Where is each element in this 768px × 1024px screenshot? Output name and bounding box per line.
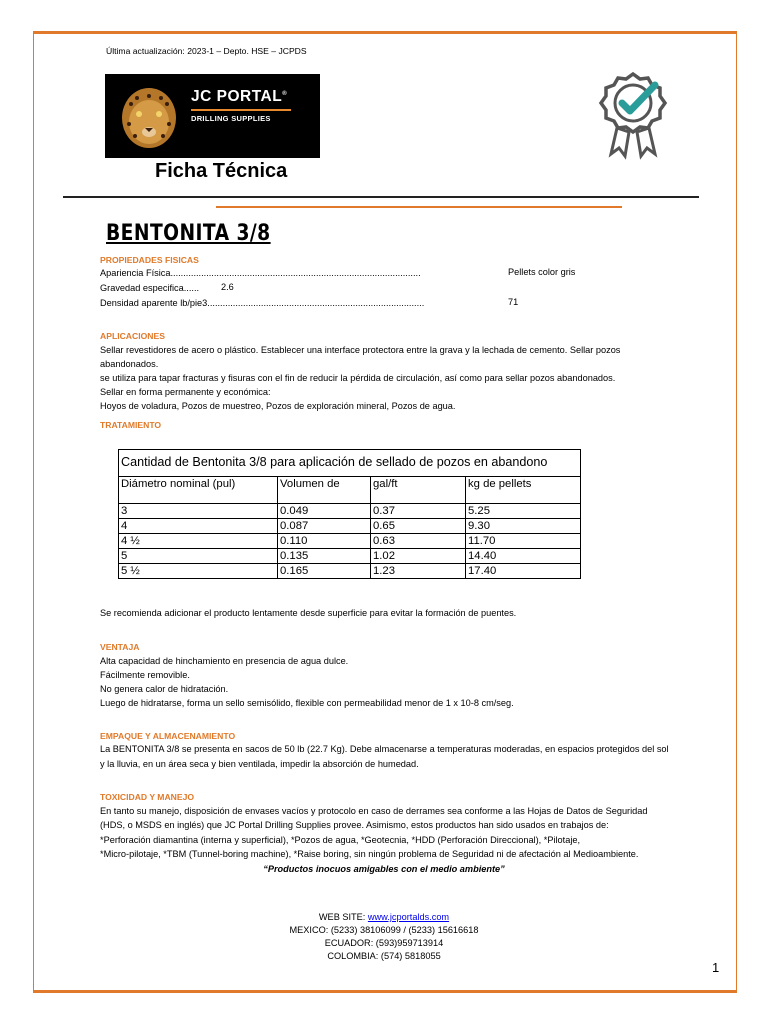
table-cell: 0.110	[278, 534, 371, 549]
logo-underline	[191, 109, 291, 111]
table-cell: 0.049	[278, 504, 371, 519]
table-cell: 4 ½	[119, 534, 278, 549]
paragraph-line: *Micro-pilotaje, *TBM (Tunnel-boring machine), *Raise boring, sin ningún problema de Seguridad ni de afectación al Medioambiente.	[100, 849, 639, 859]
paragraph-line: La BENTONITA 3/8 se presenta en sacos de 50 lb (22.7 Kg). Debe almacenarse a temperaturas moderadas, en espacios protegidos del sol	[100, 744, 669, 754]
logo-brand: JC PORTAL®	[191, 88, 288, 105]
prop-row-label: Densidad aparente lb/pie3.....................................................................................	[100, 298, 425, 308]
table-cell: 0.087	[278, 519, 371, 534]
update-line: Última actualización: 2023-1 – Depto. HSE – JCPDS	[106, 46, 307, 56]
table-cell: 0.135	[278, 549, 371, 564]
prop-row-value: 2.6	[221, 282, 234, 292]
table-header-row	[119, 477, 581, 504]
paragraph-line: No genera calor de hidratación.	[100, 684, 229, 694]
section-heading-empaque: EMPAQUE Y ALMACENAMIENTO	[100, 731, 236, 741]
table-cell: 0.165	[278, 564, 371, 579]
table-cell: 9.30	[466, 519, 581, 534]
table-row	[119, 564, 581, 579]
page-number: 1	[712, 960, 720, 975]
table-cell: 1.02	[371, 549, 466, 564]
table-cell: 4	[119, 519, 278, 534]
table-cell: 0.65	[371, 519, 466, 534]
prop-row-value: 71	[508, 297, 519, 307]
column-header: Volumen de	[278, 477, 371, 504]
paragraph-line: Luego de hidratarse, forma un sello semisólido, flexible con permeabilidad menor de 1 x 10-8 cm/seg.	[100, 698, 514, 708]
column-header: gal/ft	[371, 477, 466, 504]
paragraph-line: Fácilmente removible.	[100, 670, 190, 680]
section-heading-tratamiento: TRATAMIENTO	[100, 420, 162, 430]
logo-subtitle: DRILLING SUPPLIES	[191, 114, 271, 123]
doc-title: Ficha Técnica	[155, 160, 288, 182]
footer-ecuador: ECUADOR: (593)959713914	[324, 938, 444, 948]
column-header: kg de pellets	[466, 477, 581, 504]
table-cell: 1.23	[371, 564, 466, 579]
table-cell: 14.40	[466, 549, 581, 564]
section-heading-ventaja: VENTAJA	[100, 642, 140, 652]
jaguar-icon	[109, 74, 189, 158]
table-cell: 17.40	[466, 564, 581, 579]
paragraph-line: Alta capacidad de hinchamiento en presencia de agua dulce.	[100, 656, 349, 666]
table-row	[119, 519, 581, 534]
paragraph-line: abandonados.	[100, 359, 159, 369]
table-cell: 11.70	[466, 534, 581, 549]
table-cell: 5.25	[466, 504, 581, 519]
website-link[interactable]: www.jcportalds.com	[367, 912, 450, 922]
section-heading-toxicidad: TOXICIDAD Y MANEJO	[100, 792, 195, 802]
header-divider	[63, 196, 699, 198]
paragraph-line: Sellar en forma permanente y económica:	[100, 387, 271, 397]
table-row	[119, 504, 581, 519]
paragraph-line: Sellar revestidores de acero o plástico. Establecer una interface protectora entre la grava y la lechada de cemento. Sellar pozos	[100, 345, 621, 355]
table-row	[119, 534, 581, 549]
treatment-note: Se recomienda adicionar el producto lentamente desde superficie para evitar la formación de puentes.	[100, 608, 517, 618]
footer-mexico: MEXICO: (5233) 38106099 / (5233) 15616618	[289, 925, 479, 935]
paragraph-line: se utiliza para tapar fracturas y fisuras con el fin de reducir la pérdida de circulación, así como para sellar pozos abandonados.	[100, 373, 616, 383]
paragraph-line: y la lluvia, en un área seca y bien ventilada, impedir la absorción de humedad.	[100, 759, 419, 769]
table-cell: 5	[119, 549, 278, 564]
section-heading-propiedades: PROPIEDADES FISICAS	[100, 255, 199, 265]
section-heading-aplicaciones: APLICACIONES	[100, 331, 165, 341]
footer-web: WEB SITE: www.jcportalds.com	[318, 912, 450, 922]
slogan: “Productos inocuos amigables con el medio ambiente”	[263, 864, 505, 874]
page-bottom-border	[33, 990, 737, 993]
footer-colombia: COLOMBIA: (574) 5818055	[327, 951, 441, 961]
award-check-icon	[597, 70, 669, 160]
table-cell: 3	[119, 504, 278, 519]
table-cell: 5 ½	[119, 564, 278, 579]
column-header: Diámetro nominal (pul)	[119, 477, 278, 504]
table-row	[119, 549, 581, 564]
table-title: Cantidad de Bentonita 3/8 para aplicación de sellado de pozos en abandono	[119, 450, 581, 477]
prop-row-label: Apariencia Física..................................................................................................	[100, 268, 421, 278]
product-title: BENTONITA 3/8	[106, 221, 271, 246]
table-cell: 0.37	[371, 504, 466, 519]
prop-row-label: Gravedad especifica......	[100, 283, 200, 293]
header-accent-divider	[216, 206, 622, 208]
prop-row-value: Pellets color gris	[508, 267, 576, 277]
table-cell: 0.63	[371, 534, 466, 549]
dosage-table	[118, 449, 581, 579]
paragraph-line: En tanto su manejo, disposición de envases vacíos y protocolo en caso de derrames sea conforme a las Hojas de Datos de Seguridad	[100, 806, 648, 816]
paragraph-line: Hoyos de voladura, Pozos de muestreo, Pozos de exploración mineral, Pozos de agua.	[100, 401, 456, 411]
company-logo	[105, 74, 320, 158]
paragraph-line: *Perforación diamantina (interna y superficial), *Pozos de agua, *Geotecnia, *HDD (Perforación Direccional), *Pilotaje,	[100, 835, 581, 845]
paragraph-line: (HDS, o MSDS en inglés) que JC Portal Drilling Supplies provee. Asimismo, estos productos han sido usados en trabajos de:	[100, 820, 609, 830]
